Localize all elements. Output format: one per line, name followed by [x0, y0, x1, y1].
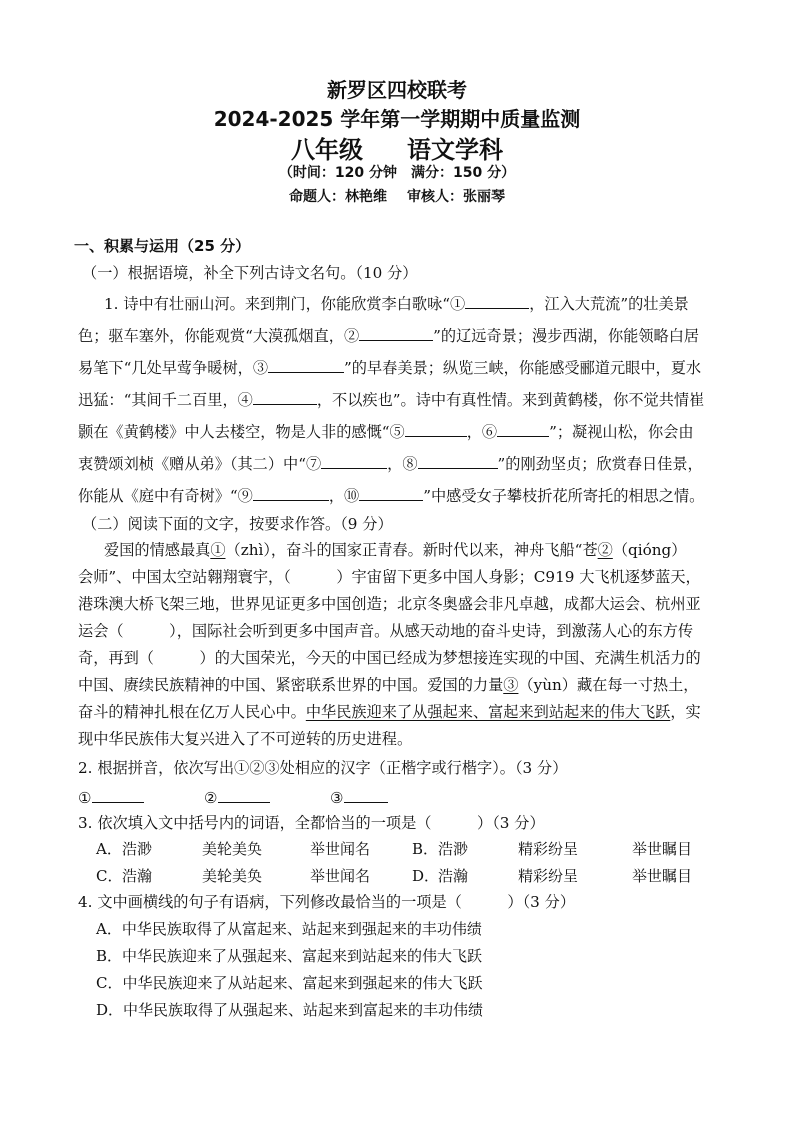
poem-line-3: 易笔下“几处早莺争暖树，③ ”的早春美景；纵览三峡，你能感受郦道元眼中，夏水 [78, 356, 701, 378]
blank-7[interactable] [321, 452, 387, 469]
q3-option-a-w2: 美轮美奂 [202, 840, 263, 858]
q2-blank-3: ③ [330, 786, 388, 808]
passage-line-5: 奇，再到（ ）的大国荣光，今天的中国已经成为梦想接连实现的中国、充满生机活力的 [78, 649, 701, 667]
time-score-info: （时间：120 分钟 满分：150 分） [278, 165, 516, 181]
poem-line-6: 衷赞颂刘桢《赠从弟》（其二）中“⑦ ，⑧ ”的刚劲坚贞；欣赏春日佳景， [78, 452, 703, 474]
q3-option-b-w3: 举世瞩目 [632, 840, 693, 858]
q2-blank-1: ① [78, 786, 144, 808]
blank-1[interactable] [465, 292, 529, 309]
blank-10[interactable] [359, 484, 423, 501]
grade-subject [0, 130, 794, 165]
q4-option-c[interactable]: C．中华民族迎来了从站起来、富起来到强起来的伟大飞跃 [96, 974, 483, 992]
author-info [0, 186, 794, 206]
question-2: 2. 根据拼音，依次写出①②③处相应的汉字（正楷字或行楷字）。（3 分） [78, 759, 568, 777]
q3-option-c-letter[interactable]: C． [96, 867, 123, 885]
q3-option-d-w3: 举世瞩目 [632, 867, 693, 885]
q3-option-d-w1: 浩瀚 [438, 867, 469, 885]
passage-line-7: 奋斗的精神扎根在亿万人民心中。中华民族迎来了从强起来、富起来到站起来的伟大飞跃，实 [78, 703, 701, 721]
q3-option-c-w2: 美轮美奂 [202, 867, 263, 885]
part2-heading: （二）阅读下面的文字，按要求作答。（9 分） [82, 515, 393, 533]
answer-blank-3[interactable] [344, 786, 388, 803]
pinyin-blank-3[interactable]: ③ [503, 676, 519, 694]
poem-line-2: 色；驱车塞外，你能观赏“大漠孤烟直，② ”的辽远奇景；漫步西湖，你能领略白居 [78, 324, 699, 346]
passage-line-8: 现中华民族伟大复兴进入了不可逆转的历史进程。 [78, 730, 413, 748]
passage-line-3: 港珠澳大桥飞架三地，世界见证更多中国创造；北京冬奥盛会非凡卓越，成都大运会、杭州亚 [78, 595, 701, 613]
poem-line-7: 你能从《庭中有奇树》“⑨ ，⑩ ”中感受女子攀枝折花所寄托的相思之情。 [78, 484, 704, 506]
q3-option-c-w3: 举世闻名 [310, 867, 371, 885]
q3-option-a-letter[interactable]: A． [96, 840, 122, 858]
q4-option-d[interactable]: D．中华民族取得了从强起来、站起来到富起来的丰功伟绩 [96, 1001, 484, 1019]
question-3: 3. 依次填入文中括号内的词语，全都恰当的一项是（ ）（3 分） [78, 814, 545, 832]
pinyin-blank-1[interactable]: ① [210, 541, 226, 559]
blank-2[interactable] [359, 324, 433, 341]
poem-line-5: 颢在《黄鹤楼》中人去楼空，物是人非的感慨“⑤ ，⑥ ”；凝视山松，你会由 [78, 420, 694, 442]
q3-option-d-w2: 精彩纷呈 [518, 867, 579, 885]
part1-heading: （一）根据语境，补全下列古诗文名句。（10 分） [82, 264, 418, 282]
passage-line-2: 会师”、中国太空站翱翔寰宇，（ ）宇宙留下更多中国人身影；C919 大飞机逐梦蓝天， [78, 568, 701, 586]
underlined-sentence: 中华民族迎来了从强起来、富起来到站起来的伟大飞跃 [305, 703, 671, 721]
answer-blank-1[interactable] [92, 786, 144, 803]
grade-label: 八年级 [291, 136, 363, 164]
blank-6[interactable] [497, 420, 549, 437]
answer-blank-2[interactable] [218, 786, 270, 803]
q3-option-b-w2: 精彩纷呈 [518, 840, 579, 858]
author-label: 命题人：林艳维 [289, 189, 387, 205]
poem-line-4: 迅猛：“其间千二百里，④ ，不以疾也”。诗中有真性情。来到黄鹤楼，你不觉共情崔 [78, 388, 704, 410]
passage-line-4: 运会（ ），国际社会听到更多中国声音。从感天动地的奋斗史诗，到激荡人心的东方传 [78, 622, 694, 640]
blank-9[interactable] [253, 484, 329, 501]
reviewer-label: 审核人：张丽琴 [407, 189, 505, 205]
q3-option-a-w3: 举世闻名 [310, 840, 371, 858]
q3-option-d-letter[interactable]: D． [412, 867, 440, 885]
subject-label: 语文学科 [407, 136, 503, 164]
blank-5[interactable] [405, 420, 467, 437]
q3-option-b-letter[interactable]: B． [412, 840, 439, 858]
blank-8[interactable] [418, 452, 498, 469]
blank-3[interactable] [268, 356, 344, 373]
q2-blank-2: ② [204, 786, 270, 808]
section1-title: 一、积累与运用（25 分） [74, 237, 251, 255]
exam-title: 2024-2025 学年第一学期期中质量监测 [213, 107, 581, 131]
q4-option-a[interactable]: A．中华民族取得了从富起来、站起来到强起来的丰功伟绩 [96, 920, 482, 938]
q3-option-a-w1: 浩渺 [122, 840, 153, 858]
q3-option-b-w1: 浩渺 [438, 840, 469, 858]
q3-option-c-w1: 浩瀚 [122, 867, 153, 885]
poem-line-1: 1. 诗中有壮丽山河。来到荆门，你能欣赏李白歌咏“① ，江入大荒流”的壮美景 [104, 292, 689, 314]
passage-line-1: 爱国的情感最真①（zhì），奋斗的国家正青春。新时代以来，神舟飞船“苍②（qióng） [104, 541, 687, 559]
pinyin-blank-2[interactable]: ② [597, 541, 613, 559]
q4-option-b[interactable]: B．中华民族迎来了从强起来、富起来到站起来的伟大飞跃 [96, 947, 483, 965]
question-4: 4. 文中画横线的句子有语病，下列修改最恰当的一项是（ ）（3 分） [78, 893, 576, 911]
blank-4[interactable] [253, 388, 317, 405]
exam-school-title: 新罗区四校联考 [327, 78, 467, 102]
passage-line-6: 中国、赓续民族精神的中国、紧密联系世界的中国。爱国的力量③（yùn）藏在每一寸热土， [78, 676, 699, 694]
